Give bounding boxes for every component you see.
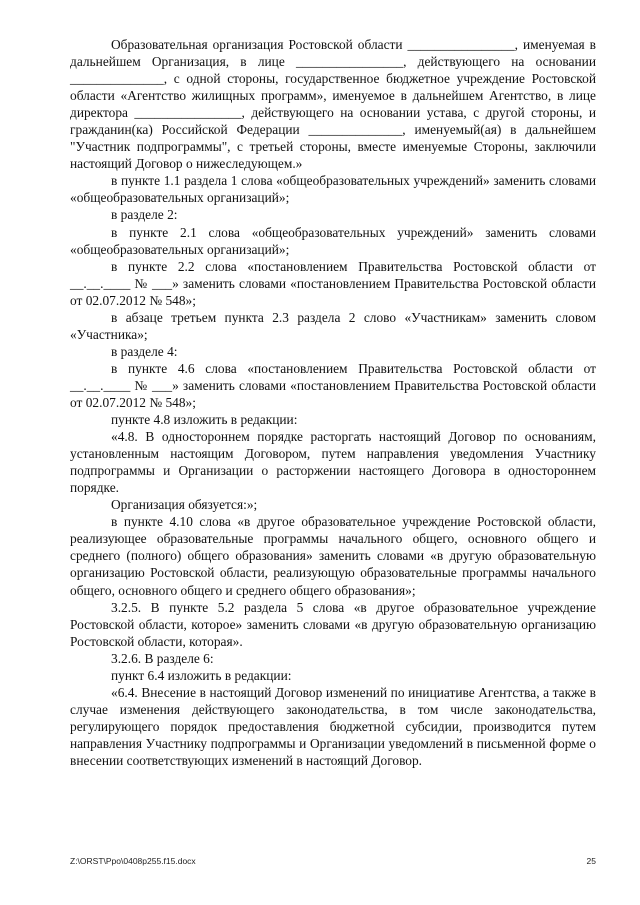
paragraph-item-3-2-5: 3.2.5. В пункте 5.2 раздела 5 слова «в другое образовательное учреждение Ростовской области, которое» заменить словами «в другую образовательную организацию Ростовской области, которая». bbox=[70, 599, 596, 649]
paragraph-organization-obligations: Организация обязуется:»; bbox=[111, 497, 258, 513]
file-path: Z:\ORST\Ppo\0408p255.f15.docx bbox=[70, 856, 196, 866]
paragraph-section-4-heading: в разделе 4: bbox=[111, 343, 178, 359]
paragraph-item-1-1: в пункте 1.1 раздела 1 слова «общеобразовательных учреждений» заменить словами «общеобразовательных организаций»; bbox=[70, 173, 596, 206]
paragraph-item-4-6: в пункте 4.6 слова «постановлением Правительства Ростовской области от __.__.____ № ___» заменить словами «постановлением Правительства Ростовской области от 02.07.2012 № 548»; bbox=[70, 360, 596, 410]
paragraph-item-4-8-text: «4.8. В одностороннем порядке расторгать настоящий Договор по основаниям, установленным настоящим Договором, путем направления уведомления Участнику подпрограммы и Организации о расторжении настоящего Договора в одностороннем порядке. bbox=[70, 429, 596, 496]
paragraph-item-4-10: в пункте 4.10 слова «в другое образовательное учреждение Ростовской области, реализующее образовательные программы начального общего, основного общего и среднего (полного) общего образования» заменить словами «в другую образовательную организацию Ростовской области, реализующую образовательные программы начального общего, основного общего и среднего общего образования»; bbox=[70, 514, 596, 598]
paragraph-item-6-4-text: «6.4. Внесение в настоящий Договор изменений по инициативе Агентства, а также в случае изменения действующего законодательства, в том числе законодательства, регулирующего порядок предоставления бюджетной субсидии, производится путем направления Участнику подпрограммы и Организации уведомлений в письменной форме о внесении соответствующих изменений в настоящий Договор. bbox=[70, 684, 596, 768]
paragraph-item-6-4-intro: пункт 6.4 изложить в редакции: bbox=[111, 667, 292, 683]
paragraph-section-2-heading: в разделе 2: bbox=[111, 207, 178, 223]
paragraph-contract-preamble: Образовательная организация Ростовской области ________________, именуемая в дальнейшем Организация, в лице ________________, действующего на основании ______________, с одной стороны, государственное бюджетное учреждение Ростовской области «Агентство жилищных программ», именуемое в дальнейшем Агентство, в лице директора ________________, действующего на основании устава, с другой стороны, и гражданин(ка) Российской Федерации ______________, именуемый(ая) в дальнейшем "Участник подпрограммы", с третьей стороны, вместе именуемые Стороны, заключили настоящий Договор о нижеследующем.» bbox=[70, 37, 596, 172]
paragraph-item-4-8-intro: пункте 4.8 изложить в редакции: bbox=[111, 412, 298, 428]
paragraph-item-2-1: в пункте 2.1 слова «общеобразовательных учреждений» заменить словами «общеобразовательных организаций»; bbox=[70, 224, 596, 257]
page-number: 25 bbox=[586, 856, 596, 866]
document-body bbox=[70, 36, 596, 769]
paragraph-item-2-3: в абзаце третьем пункта 2.3 раздела 2 слово «Участникам» заменить словом «Участника»; bbox=[70, 309, 596, 342]
paragraph-item-2-2: в пункте 2.2 слова «постановлением Правительства Ростовской области от __.__.____ № ___» заменить словами «постановлением Правительства Ростовской области от 02.07.2012 № 548»; bbox=[70, 258, 596, 308]
paragraph-item-3-2-6: 3.2.6. В разделе 6: bbox=[111, 650, 214, 666]
